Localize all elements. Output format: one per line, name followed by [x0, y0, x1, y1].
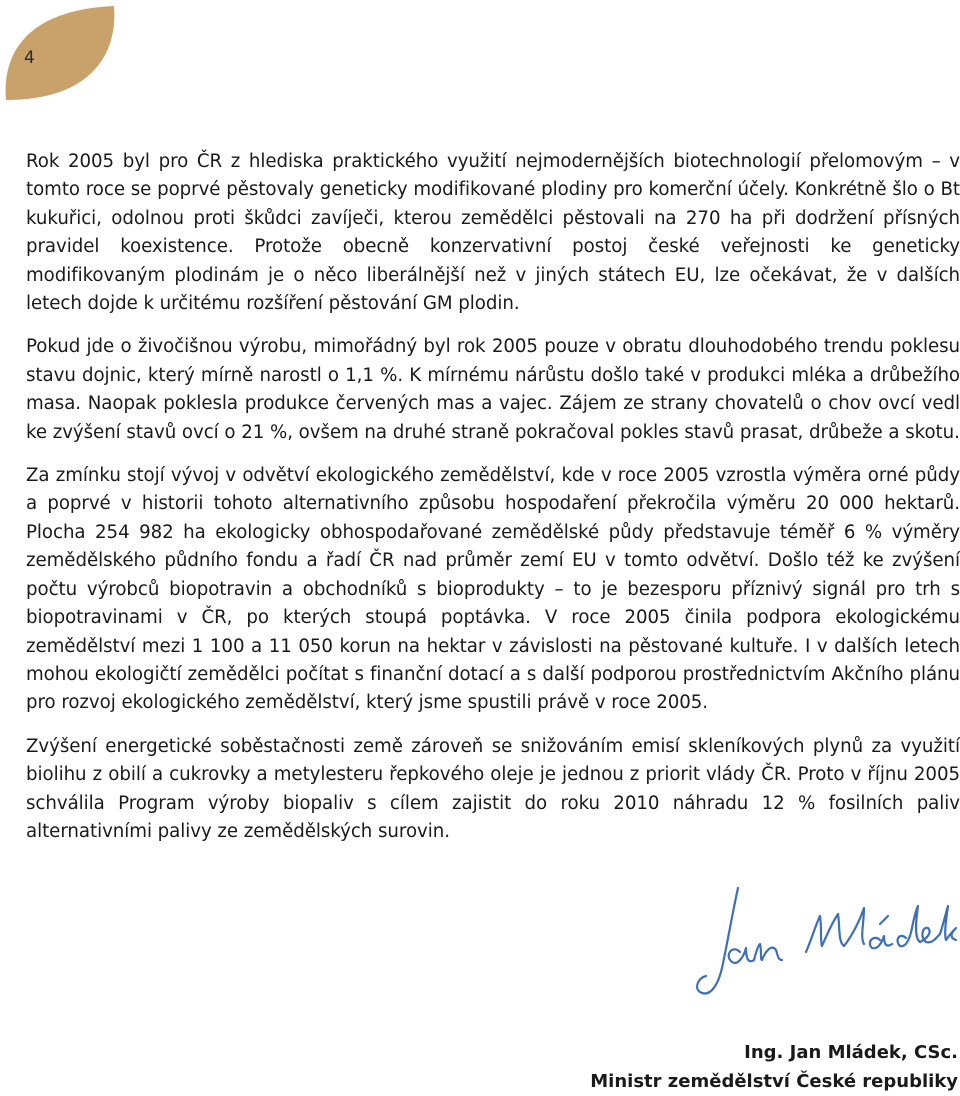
handwritten-signature	[688, 880, 958, 1010]
author-block	[590, 1038, 958, 1096]
body-text	[26, 148, 960, 861]
paragraph-biofuels: Zvýšení energetické soběstačnosti země zároveň se snižováním emisí skleníkových plynů za využití biolihu z obilí a cukrovky a metylesteru řepkového oleje je jednou z priorit vlády ČR. Proto v říjnu 2005 schválila Program výroby biopaliv s cílem zajistit do roku 2010 náhradu 12 % fosilních paliv alternativními palivy ze zemědělských surovin.	[26, 735, 960, 842]
paragraph-livestock: Pokud jde o živočišnou výrobu, mimořádný byl rok 2005 pouze v obratu dlouhodobého trendu poklesu stavu dojnic, který mírně narostl o 1,1 %. K mírnému nárůstu došlo také v produkci mléka a drůbežího masa. Naopak poklesla produkce červených mas a vajec. Zájem ze strany chovatelů o chov ovcí vedl ke zvýšení stavů ovcí o 21 %, ovšem na druhé straně pokračoval pokles stavů prasat, drůbeže a skotu.	[26, 336, 960, 443]
signature-drawing	[688, 880, 958, 1010]
author-title: Ministr zemědělství České republiky	[590, 1071, 958, 1092]
paragraph-organic-farming: Za zmínku stojí vývoj v odvětví ekologického zemědělství, kde v roce 2005 vzrostla výměra orné půdy a poprvé v historii tohoto alternativního způsobu hospodaření překročila výměru 20 000 hektarů. Plocha 254 982 ha ekologicky obhospodařované zemědělské půdy představuje téměř 6 % výměry zemědělského půdního fondu a řadí ČR nad průměr zemí EU v tomto odvětví. Došlo též ke zvýšení počtu výrobců biopotravin a obchodníků s bioprodukty – to je bezesporu příznivý signál pro trh s biopotravinami v ČR, po kterých stoupá poptávka. V roce 2005 činila podpora ekologickému zemědělství mezi 1 100 a 11 050 korun na hektar v závislosti na pěstované kultuře. I v dalších letech mohou ekologičtí zemědělci počítat s finanční dotací a s další podporou prostřednictvím Akčního plánu pro rozvoj ekologického zemědělství, který jsme spustili právě v roce 2005.	[26, 465, 960, 714]
paragraph-gm-crops: Rok 2005 byl pro ČR z hlediska praktického využití nejmodernějších biotechnologií přelomovým – v tomto roce se poprvé pěstovaly geneticky modifikované plodiny pro komerční účely. Konkrétně šlo o Bt kukuřici, odolnou proti škůdci zavíječi, kterou zemědělci pěstovali na 270 ha při dodržení přísných pravidel koexistence. Protože obecně konzervativní postoj české veřejnosti ke geneticky modifikovaným plodinám je o něco liberálnější než v jiných státech EU, lze očekávat, že v dalších letech dojde k určitému rozšíření pěstování GM plodin.	[26, 151, 960, 315]
leaf-shape	[0, 0, 120, 105]
page-badge	[0, 0, 120, 105]
author-name: Ing. Jan Mládek, CSc.	[744, 1042, 958, 1063]
page-number: 4	[24, 48, 35, 68]
